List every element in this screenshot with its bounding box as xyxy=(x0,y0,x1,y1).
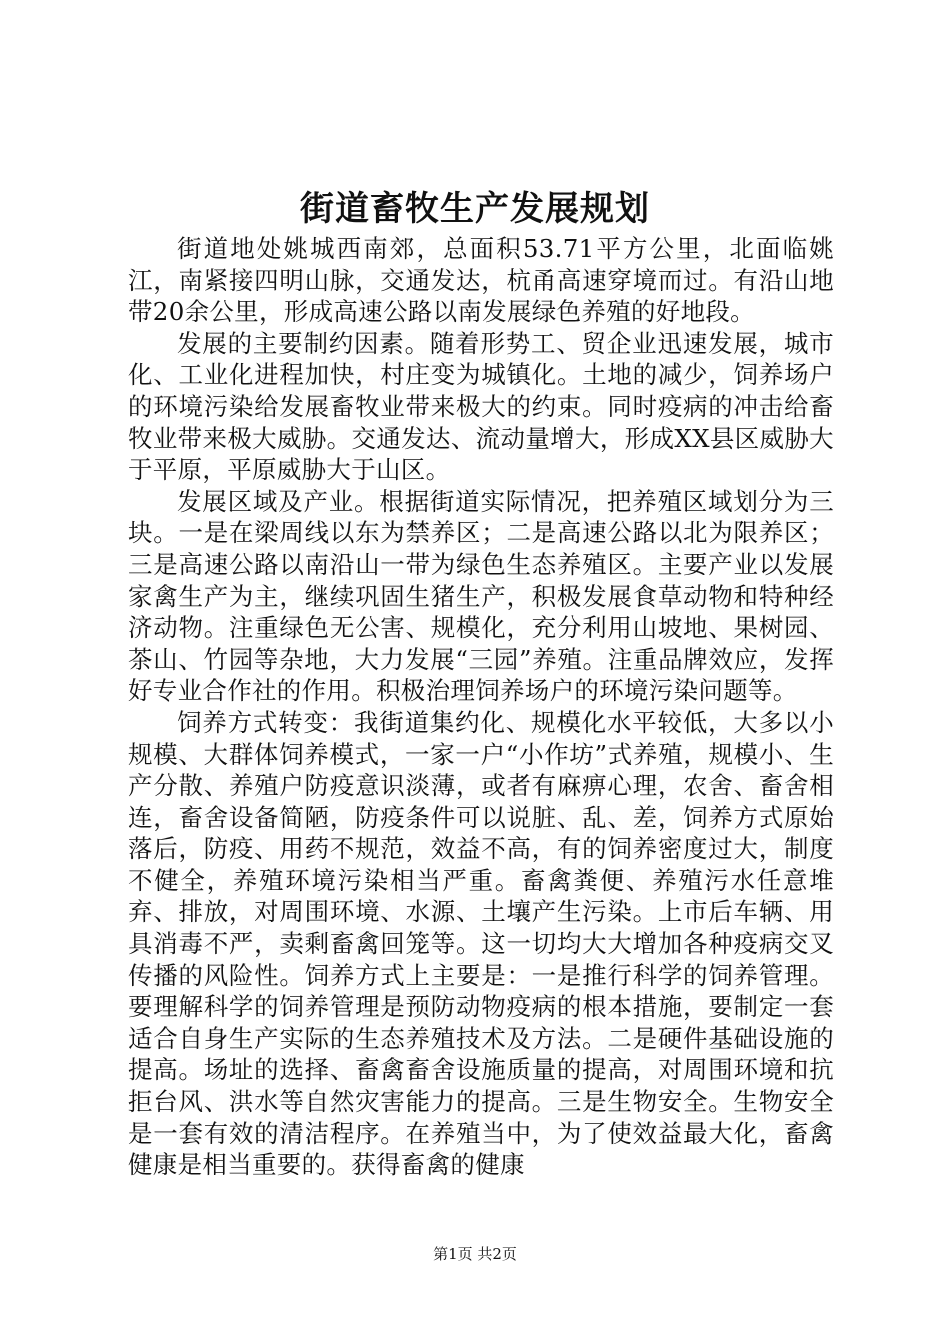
paragraph-location: 街道地处姚城西南郊，总面积53.71平方公里，北面临姚江，南紧接四明山脉，交通发达，杭甬高速穿境而过。有沿山地带20余公里，形成高速公路以南发展绿色养殖的好地段。 xyxy=(128,234,834,327)
paragraph-regions: 发展区域及产业。根据街道实际情况，把养殖区域划分为三块。一是在梁周线以东为禁养区；二是高速公路以北为限养区；三是高速公路以南沿山一带为绿色生态养殖区。主要产业以发展家禽生产为主，继续巩固生猪生产，积极发展食草动物和特种经济动物。注重绿色无公害、规模化，充分利用山坡地、果树园、茶山、竹园等杂地，大力发展“三园”养殖。注重品牌效应，发挥好专业合作社的作用。积极治理饲养场户的环境污染问题等。 xyxy=(128,486,834,706)
page-footer: 第1页 共2页 xyxy=(433,1245,517,1263)
document-body xyxy=(128,233,834,1181)
paragraph-constraints: 发展的主要制约因素。随着形势工、贸企业迅速发展，城市化、工业化进程加快，村庄变为城镇化。土地的减少，饲养场户的环境污染给发展畜牧业带来极大的约束。同时疫病的冲击给畜牧业带来极大威胁。交通发达、流动量增大，形成XX县区威胁大于平原，平原威胁大于山区。 xyxy=(128,328,834,485)
document-title: 街道畜牧生产发展规划 xyxy=(300,189,650,229)
paragraph-farming-methods: 饲养方式转变：我街道集约化、规模化水平较低，大多以小规模、大群体饲养模式，一家一户“小作坊”式养殖，规模小、生产分散、养殖户防疫意识淡薄，或者有麻痹心理，农舍、畜舍相连，畜舍设备简陋，防疫条件可以说脏、乱、差，饲养方式原始落后，防疫、用药不规范，效益不高，有的饲养密度过大，制度不健全，养殖环境污染相当严重。畜禽粪便、养殖污水任意堆弃、排放，对周围环境、水源、土壤产生污染。上市后车辆、用具消毒不严，卖剩畜禽回笼等。这一切均大大增加各种疫病交叉传播的风险性。饲养方式上主要是：一是推行科学的饲养管理。要理解科学的饲养管理是预防动物疫病的根本措施，要制定一套适合自身生产实际的生态养殖技术及方法。二是硬件基础设施的提高。场址的选择、畜禽畜舍设施质量的提高，对周围环境和抗拒台风、洪水等自然灾害能力的提高。三是生物安全。生物安全是一套有效的清洁程序。在养殖当中，为了使效益最大化，畜禽健康是相当重要的。获得畜禽的健康 xyxy=(128,707,834,1180)
